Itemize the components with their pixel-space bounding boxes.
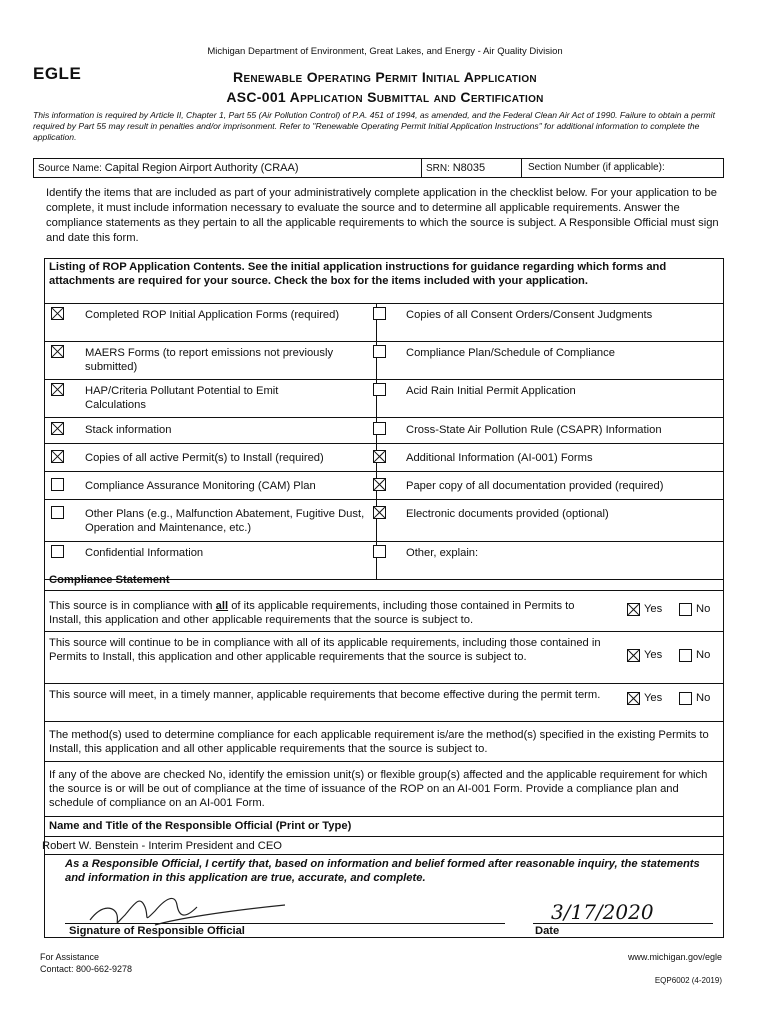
signature-label: Signature of Responsible Official	[69, 925, 245, 937]
checkbox-acid-rain[interactable]	[373, 383, 386, 396]
form-subtitle: ASC-001 Application Submittal and Certification	[226, 89, 544, 105]
item-cam-plan: Compliance Assurance Monitoring (CAM) Plan	[85, 480, 316, 492]
checkbox-paper-copy[interactable]	[373, 478, 386, 491]
section-number-field[interactable]	[522, 159, 723, 177]
assistance-contact: Contact: 800-662-9278	[40, 964, 133, 974]
compliance-2-no-label: No	[696, 649, 711, 661]
item-stack-info: Stack information	[85, 424, 172, 436]
signature-date-value: 3/17/2020	[551, 900, 654, 924]
official-heading: Name and Title of the Responsible Official (Print or Type)	[49, 820, 352, 832]
compliance-3-yes-label: Yes	[644, 692, 663, 704]
item-other-explain: Other, explain:	[406, 547, 479, 559]
checkbox-consent-orders[interactable]	[373, 307, 386, 320]
checkbox-other-explain[interactable]	[373, 545, 386, 558]
item-confidential-info: Confidential Information	[85, 547, 204, 559]
item-maers-forms: MAERS Forms (to report emissions not previously submitted)	[85, 347, 334, 373]
legal-intro: This information is required by Article II, Chapter 1, Part 55 (Air Pollution Control) of P.A. 451 of 1994, as amended, and the Federal Clean Air Act of 1990. Failure to obtain a permit required by Part 55 may result in penalties and/or imprisonment. Refer to "Renewable Operating Permit Initial Application Instructions" for additional information to complete the application.	[33, 110, 715, 142]
compliance-2-no-checkbox[interactable]	[679, 649, 692, 662]
checkbox-other-plans[interactable]	[51, 506, 64, 519]
item-permits-to-install: Copies of all active Permit(s) to Install (required)	[85, 452, 324, 464]
srn-label: SRN:	[426, 163, 450, 174]
source-info-row	[33, 158, 724, 178]
instructions-text: Identify the items that are included as part of your administratively complete application in the checklist below. For your application to be complete, it must include information necessary to evaluate the source and to determine all applicable requirements. Answer the compliance statements as they pertain to all the applicable requirements to which the source is subject. A Responsible Official must sign and date this form.	[46, 187, 719, 244]
checkbox-csapr[interactable]	[373, 422, 386, 435]
source-name-label: Source Name:	[38, 163, 102, 174]
item-consent-orders: Copies of all Consent Orders/Consent Judgments	[406, 309, 653, 321]
date-label: Date	[535, 925, 560, 937]
compliance-statement-2: This source will continue to be in compliance with all of its applicable requirements, including those contained in Permits to Install, this application and other applicable requirements that the source is subject to.	[49, 637, 601, 663]
compliance-2-yes-checkbox[interactable]	[627, 649, 640, 662]
source-name-field[interactable]	[34, 159, 422, 177]
item-compliance-plan: Compliance Plan/Schedule of Compliance	[406, 347, 615, 359]
srn-value: N8035	[452, 162, 486, 174]
compliance-heading: Compliance Statement	[49, 574, 170, 586]
egle-website[interactable]: www.michigan.gov/egle	[627, 952, 722, 962]
compliance-1-yes-checkbox[interactable]	[627, 603, 640, 616]
checkbox-confidential-info[interactable]	[51, 545, 64, 558]
agency-name: Michigan Department of Environment, Great Lakes, and Energy - Air Quality Division	[207, 46, 563, 57]
item-rop-forms: Completed ROP Initial Application Forms (required)	[85, 309, 340, 321]
item-csapr: Cross-State Air Pollution Rule (CSAPR) Information	[406, 424, 662, 436]
item-hap-pte: HAP/Criteria Pollutant Potential to Emit Calculations	[85, 385, 279, 411]
application-form-table	[44, 258, 724, 938]
form-title: Renewable Operating Permit Initial Application	[233, 69, 537, 85]
checkbox-permits-to-install[interactable]	[51, 450, 64, 463]
item-ai-001-forms: Additional Information (AI-001) Forms	[406, 452, 593, 464]
compliance-statement-1: This source is in compliance with all of its applicable requirements, including those contained in Permits to Install, this application and other applicable requirements that the source is subject to.	[49, 600, 575, 626]
compliance-1-no-label: No	[696, 603, 711, 615]
form-code: EQP6002 (4-2019)	[654, 976, 722, 985]
official-name-title: Robert W. Benstein - Interim President and CEO	[42, 840, 283, 852]
compliance-statement-3: This source will meet, in a timely manner, applicable requirements that become effective during the permit term.	[49, 689, 601, 701]
egle-logo: EGLE	[33, 64, 82, 83]
compliance-3-yes-checkbox[interactable]	[627, 692, 640, 705]
certification-statement: As a Responsible Official, I certify that, based on information and belief formed after reasonable inquiry, the statements and information in this application are true, accurate, and complete.	[65, 858, 700, 884]
checkbox-maers-forms[interactable]	[51, 345, 64, 358]
srn-field[interactable]	[422, 159, 522, 177]
item-acid-rain: Acid Rain Initial Permit Application	[406, 385, 576, 397]
listing-heading: Listing of ROP Application Contents. See the initial application instructions for guidance regarding which forms and attachments are required for your source. Check the box for the items included with your application.	[49, 261, 667, 287]
compliance-3-no-label: No	[696, 692, 711, 704]
source-name-value: Capital Region Airport Authority (CRAA)	[104, 162, 299, 174]
checkbox-rop-forms[interactable]	[51, 307, 64, 320]
compliance-1-no-checkbox[interactable]	[679, 603, 692, 616]
item-other-plans: Other Plans (e.g., Malfunction Abatement, Fugitive Dust, Operation and Maintenance, etc.)	[85, 508, 365, 534]
compliance-1-yes-label: Yes	[644, 603, 663, 615]
checkbox-cam-plan[interactable]	[51, 478, 64, 491]
compliance-3-no-checkbox[interactable]	[679, 692, 692, 705]
checkbox-electronic-docs[interactable]	[373, 506, 386, 519]
item-paper-copy: Paper copy of all documentation provided (required)	[406, 480, 664, 492]
section-number-label: Section Number (if applicable):	[528, 162, 665, 173]
if-no-instructions: If any of the above are checked No, identify the emission unit(s) or flexible group(s) affected and the applicable requirement for which the source is or will be out of compliance at the time of issuance of the ROP on an AI-001 Form. Provide a compliance plan and schedule of compliance on an AI-001 Form.	[49, 769, 708, 809]
checkbox-compliance-plan[interactable]	[373, 345, 386, 358]
checkbox-hap-pte[interactable]	[51, 383, 64, 396]
compliance-methods-text: The method(s) used to determine compliance for each applicable requirement is/are the method(s) specified in the existing Permits to Install, this application and all other applicable requirements that the source is subject to.	[49, 729, 709, 755]
assistance-label: For Assistance	[40, 952, 100, 962]
checkbox-stack-info[interactable]	[51, 422, 64, 435]
compliance-2-yes-label: Yes	[644, 649, 663, 661]
checkbox-ai-001-forms[interactable]	[373, 450, 386, 463]
item-electronic-docs: Electronic documents provided (optional)	[406, 508, 609, 520]
